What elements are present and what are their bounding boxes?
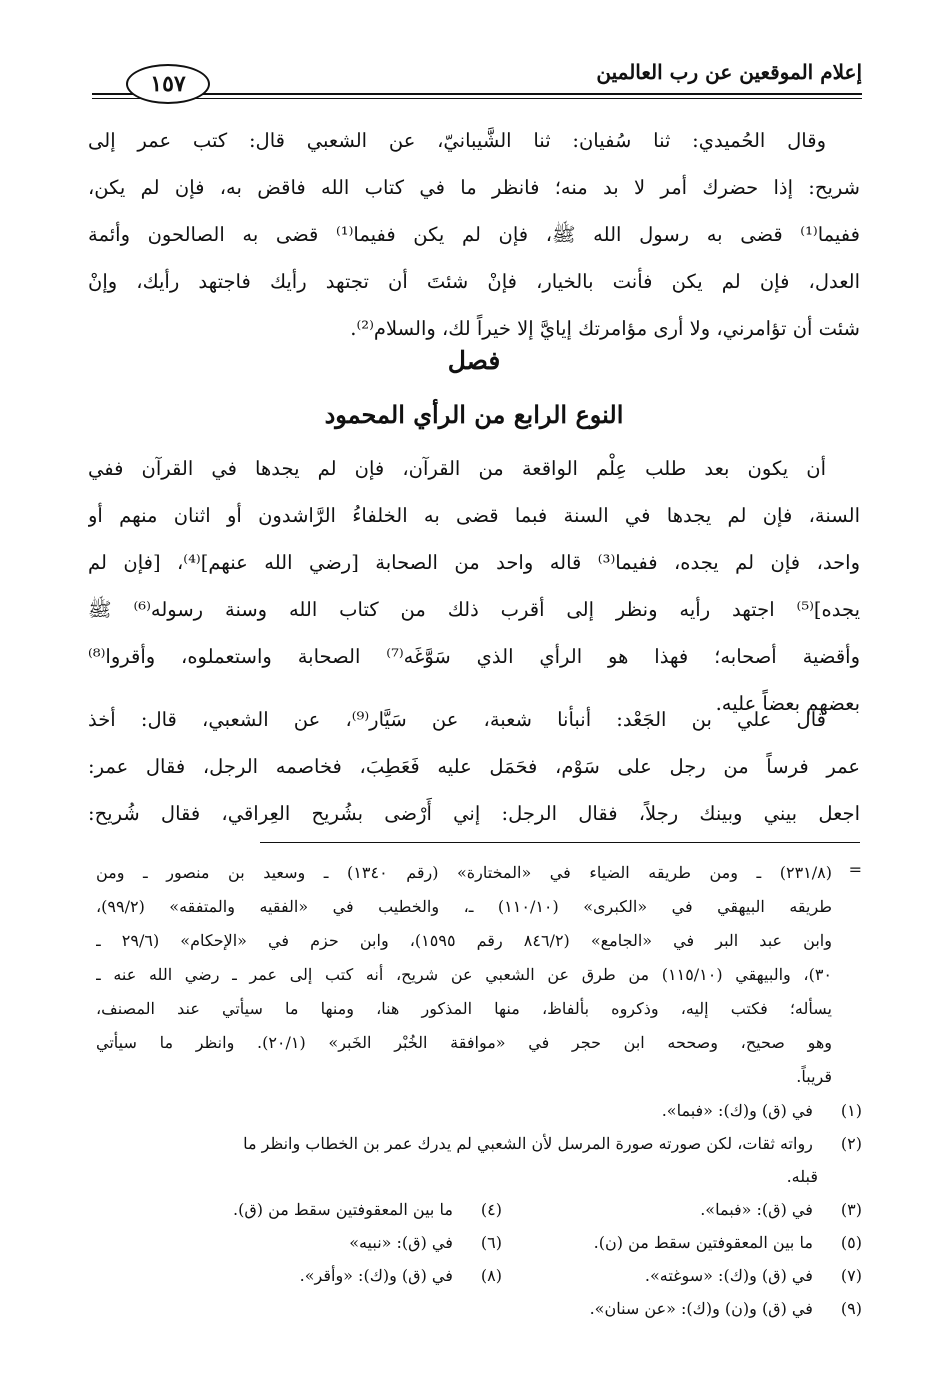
footnote-number: (٤) <box>480 1200 502 1219</box>
text-line: عمر فرساً من رجل على سَوْم، فحَمَل عليه فَعَطِبَ، فخاصمه الرجل، فقال عمر: <box>88 755 860 778</box>
footnote-item <box>233 1193 502 1226</box>
footnote-line: قريباً. <box>796 1067 832 1086</box>
footnote-item <box>96 1094 862 1127</box>
footnote-item <box>349 1226 502 1259</box>
text-line: العدل، فإن لم يكن فأنت بالخيار، فإنْ شئتَ أن تجتهد رأيك فاجتهد رأيك، وإنْ <box>88 270 860 293</box>
footnote-number: (٢) <box>840 1134 862 1153</box>
text-line: قال علي بن الجَعْد: أنبأنا شعبة، عن سَيَّار⁽⁹⁾، عن الشعبي، قال: أخذ <box>88 708 826 731</box>
running-title: إعلام الموقعين عن رب العالمين <box>596 60 862 84</box>
text-line: اجعل بيني وبينك رجلاً، فقال الرجل: إني أَرْضى بشُريح العِراقي، فقال شُريح: <box>88 802 860 825</box>
footnote-item <box>96 1193 862 1226</box>
footnote-number: (٦) <box>480 1233 502 1252</box>
footnote-text: قبله. <box>786 1167 818 1186</box>
footnote-item-continued <box>96 1160 862 1193</box>
text-line: بعضهم بعضاً عليه. <box>715 692 860 715</box>
footnote-text: ما بين المعقوفتين سقط من (ن). <box>593 1233 813 1252</box>
text-line: ففيما⁽¹⁾ قضى به رسول الله ﷺ، فإن لم يكن ففيما⁽¹⁾ قضى به الصالحون وأئمة <box>88 223 860 246</box>
footnote-line: وابن عبد البر في «الجامع» (٨٤٦/٢ رقم ١٥٩٥)، وابن حزم في «الإحكام» (٢٩/٦ ـ <box>96 931 832 950</box>
text-line: السنة، فإن لم يجدها في السنة فبما قضى به الخلفاءُ الرَّاشدون أو اثنان منهم أو <box>88 504 860 527</box>
footnote-text: في (ق) و(ك): «وأقر». <box>299 1266 453 1285</box>
footnote-text: في (ق): «فبما». <box>700 1200 813 1219</box>
section-subheading: النوع الرابع من الرأي المحمود <box>324 400 624 429</box>
text-line: شريح: إذا حضرك أمر لا بد منه؛ فانظر ما في كتاب الله فاقض به، فإن لم يكن، <box>88 176 860 199</box>
text-line: أن يكون بعد طلب عِلْم الواقعة من القرآن، فإن لم يجدها في القرآن ففي <box>88 457 826 480</box>
footnote-item <box>96 1292 862 1325</box>
footnote-text: في (ق): «نبيه» <box>349 1233 453 1252</box>
footnote-text: ما بين المعقوفتين سقط من (ق). <box>233 1200 453 1219</box>
footnote-number: (٩) <box>840 1299 862 1318</box>
text-line: يجده]⁽⁵⁾ اجتهد رأيه ونظر إلى أقرب ذلك من كتاب الله وسنة رسوله⁽⁶⁾ ﷺ <box>88 598 860 621</box>
footnote-number: (١) <box>840 1101 862 1120</box>
text-line: واحد، فإن لم يجده، ففيما⁽³⁾ قاله واحد من الصحابة [رضي الله عنهم]⁽⁴⁾، [فإن لم <box>88 551 860 574</box>
footnote-line: يسأله؛ فكتب إليه، وذكروه بألفاظ، منها المذكور هنا، ومنها ما سيأتي عند المصنف، <box>96 999 832 1018</box>
footnote-item <box>96 1259 862 1292</box>
paragraph-fourth-type <box>88 445 860 727</box>
footnote-continuation-marker: = <box>848 860 862 879</box>
footnote-text: في (ق) و(ك): «سوغته». <box>644 1266 813 1285</box>
footnote-item <box>96 1226 862 1259</box>
footnote-separator <box>260 842 860 843</box>
text-line: شئت أن تؤامرني، ولا أرى مؤامرتك إيايَّ إلا خيراً لك، والسلام⁽²⁾. <box>350 317 860 340</box>
text-line: وقال الحُميدي: ثنا سُفيان: ثنا الشَّيبانيّ، عن الشعبي قال: كتب عمر إلى <box>88 129 826 152</box>
footnote-text: في (ق) و(ك): «فبما». <box>661 1101 813 1120</box>
footnote-number: (٥) <box>840 1233 862 1252</box>
footnote-number: (٧) <box>840 1266 862 1285</box>
footnote-item <box>300 1259 502 1292</box>
footnote-number: (٣) <box>840 1200 862 1219</box>
footnote-item <box>96 1127 862 1160</box>
page-number: ١٥٧ <box>126 64 210 104</box>
paragraph-ali-ibn-jad <box>88 696 860 837</box>
footnote-number: (٨) <box>480 1266 502 1285</box>
footnote-text: رواته ثقات، لكن صورته صورة المرسل لأن الشعبي لم يدرك عمر بن الخطاب وانظر ما <box>243 1134 813 1153</box>
footnote-line: طريقه البيهقي في «الكبرى» (١١٠/١٠) ـ، والخطيب في «الفقيه والمتفقه» (٩٩/٢)، <box>96 897 832 916</box>
footnote-continued-text <box>96 856 832 1094</box>
footnote-line: وهو صحيح، وصححه ابن حجر في «موافقة الخُبْر الخَبر» (٢٠/١). وانظر ما سيأتي <box>96 1033 832 1052</box>
text-line: وأقضية أصحابه؛ فهذا هو الرأي الذي سَوَّغَه⁽⁷⁾ الصحابة واستعملوه، وأقروا⁽⁸⁾ <box>88 645 860 668</box>
section-heading: فصل <box>447 346 501 375</box>
header-rule-thin <box>92 98 862 99</box>
paragraph-humaydi <box>88 117 860 352</box>
footnote-text: في (ق) و(ن) و(ك): «عن سنان». <box>589 1299 813 1318</box>
footnote-line: ٣٠)، والبيهقي (١١٥/١٠) من طرق عن الشعبي عن شريح، أنه كتب إلى عمر ـ رضي الله عنه ـ <box>96 965 832 984</box>
header-rule <box>92 93 862 95</box>
footnotes-list <box>96 1094 862 1325</box>
footnote-line: (٢٣١/٨) ـ ومن طريقه الضياء في «المختارة» (رقم ١٣٤٠) ـ وسعيد بن منصور ـ ومن <box>96 863 832 882</box>
